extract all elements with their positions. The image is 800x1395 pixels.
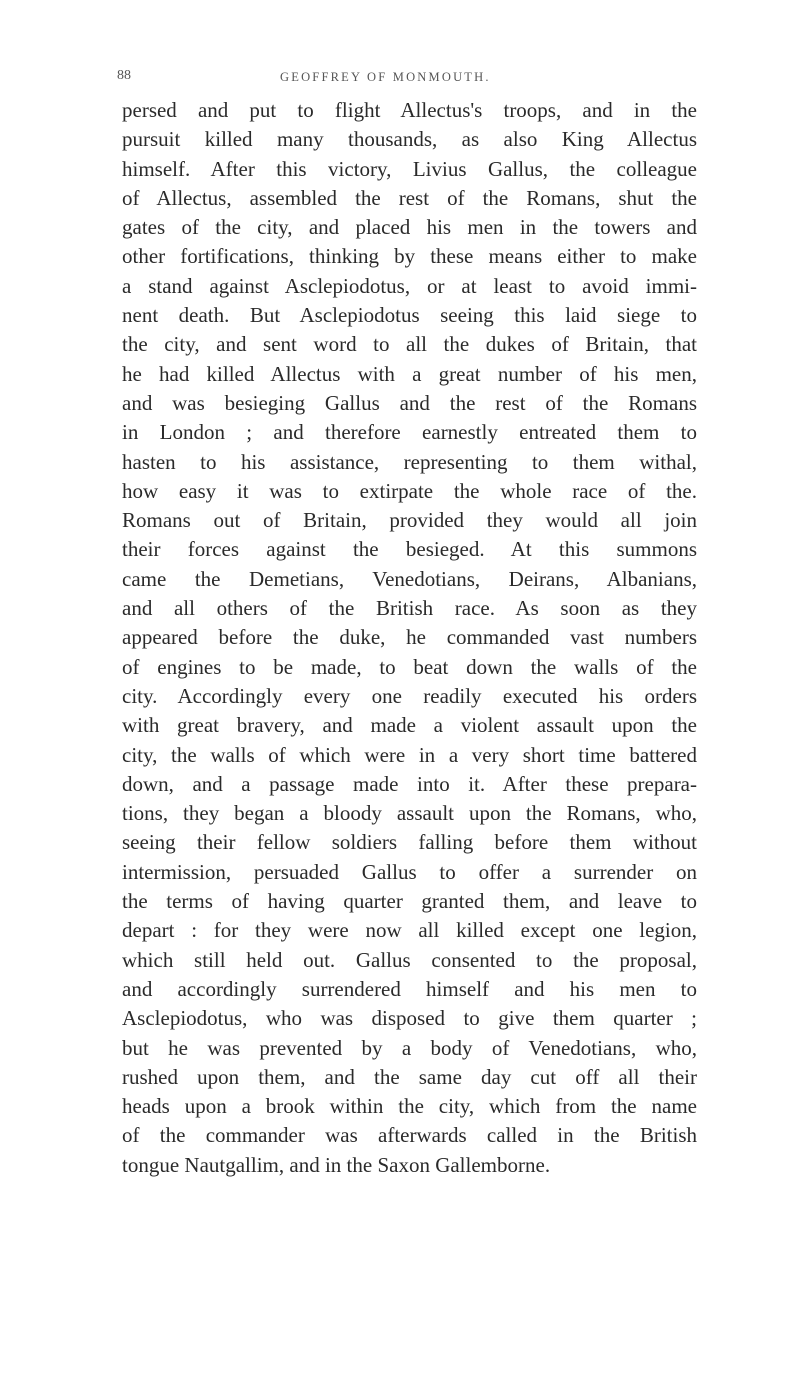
text-line: how easy it was to extirpate the whole race of the.: [122, 478, 697, 503]
running-title: GEOFFREY OF MONMOUTH.: [280, 70, 491, 84]
text-line: tongue Nautgallim, and in the Saxon Gallemborne.: [122, 1152, 551, 1177]
text-line: a stand against Asclepiodotus, or at least to avoid immi-: [122, 273, 697, 298]
text-line: pursuit killed many thousands, as also King Allectus: [122, 127, 697, 152]
text-line: other fortifications, thinking by these means either to make: [122, 244, 697, 269]
text-line: hasten to his assistance, representing to them withal,: [122, 449, 697, 474]
page-number: 88: [117, 68, 131, 83]
text-line: and was besieging Gallus and the rest of the Romans: [122, 390, 697, 415]
text-line: he had killed Allectus with a great number of his men,: [122, 361, 697, 386]
text-line: of Allectus, assembled the rest of the Romans, shut the: [122, 185, 697, 210]
text-line: of the commander was afterwards called in the British: [122, 1123, 697, 1148]
text-line: which still held out. Gallus consented to the proposal,: [122, 947, 697, 972]
text-line: Asclepiodotus, who was disposed to give them quarter ;: [122, 1006, 697, 1031]
text-line: appeared before the duke, he commanded vast numbers: [122, 625, 697, 650]
text-line: with great bravery, and made a violent assault upon the: [122, 713, 697, 738]
text-line: seeing their fellow soldiers falling before them without: [122, 830, 697, 855]
text-line: rushed upon them, and the same day cut off all their: [122, 1064, 697, 1089]
text-line: persed and put to flight Allectus's troops, and in the: [122, 98, 697, 122]
text-line: gates of the city, and placed his men in the towers and: [122, 215, 697, 240]
text-line: down, and a passage made into it. After these prepara-: [122, 771, 697, 796]
text-line: the terms of having quarter granted them, and leave to: [122, 889, 697, 914]
text-line: but he was prevented by a body of Venedotians, who,: [122, 1035, 697, 1060]
text-line: intermission, persuaded Gallus to offer a surrender on: [122, 859, 697, 884]
text-line: Romans out of Britain, provided they would all join: [122, 508, 697, 533]
text-line: of engines to be made, to beat down the walls of the: [122, 654, 697, 679]
body-text: [122, 96, 697, 1180]
text-line: the city, and sent word to all the dukes of Britain, that: [122, 332, 697, 357]
text-line: city, the walls of which were in a very short time battered: [122, 742, 697, 767]
text-line: tions, they began a bloody assault upon the Romans, who,: [122, 801, 697, 826]
text-line: their forces against the besieged. At this summons: [122, 537, 697, 562]
text-line: city. Accordingly every one readily executed his orders: [122, 683, 697, 708]
text-line: and accordingly surrendered himself and his men to: [122, 976, 697, 1001]
text-line: came the Demetians, Venedotians, Deirans, Albanians,: [122, 566, 697, 591]
text-line: depart : for they were now all killed except one legion,: [122, 918, 697, 943]
text-line: and all others of the British race. As soon as they: [122, 596, 697, 621]
text-line: heads upon a brook within the city, which from the name: [122, 1094, 697, 1119]
text-line: himself. After this victory, Livius Gallus, the colleague: [122, 156, 697, 181]
text-line: nent death. But Asclepiodotus seeing this laid siege to: [122, 303, 697, 328]
text-line: in London ; and therefore earnestly entreated them to: [122, 420, 697, 445]
